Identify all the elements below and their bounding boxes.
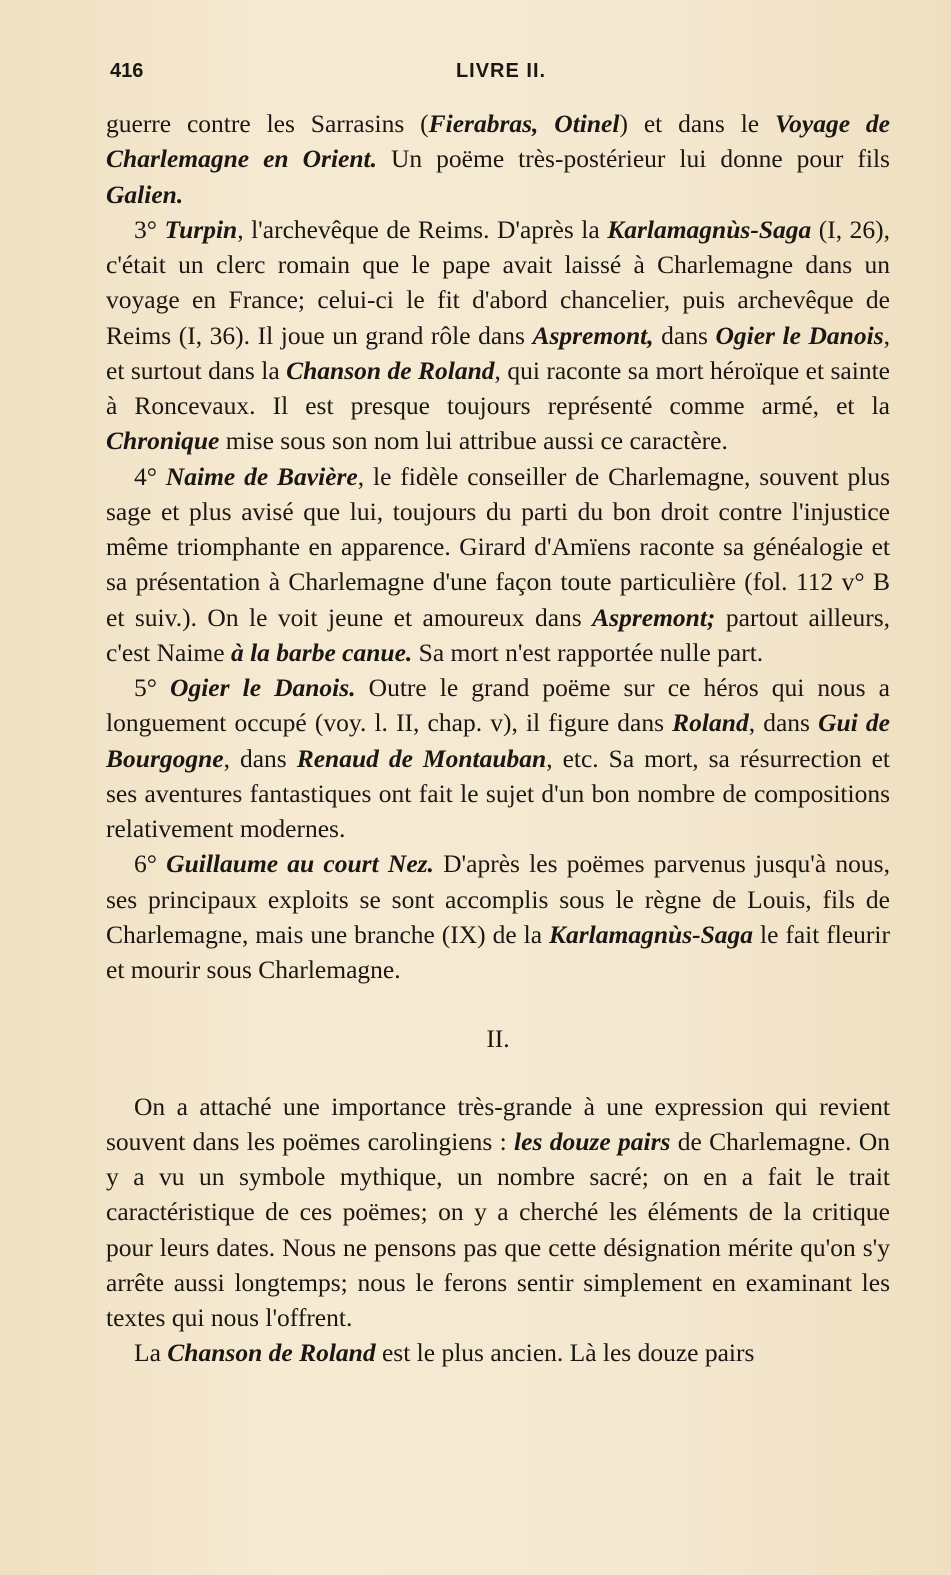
paragraphs-before-section xyxy=(106,106,890,987)
italic-title: Karlamagnùs-Saga xyxy=(607,214,812,244)
italic-title: Aspremont, xyxy=(532,320,654,350)
paragraph xyxy=(106,846,890,987)
text-run: ) et dans le xyxy=(619,109,775,138)
text-run: D'après les poëmes parvenus jusqu'à nous, ses principaux exploits se sont accomplis sous le règne de Louis, fils de Charlemagne, mais une branche (IX) de la xyxy=(106,849,890,949)
text-run: , etc. Sa mort, sa résurrection et ses aventures fantastiques ont fait le sujet d'un bon nombre de compositions relativement modernes. xyxy=(106,743,890,843)
text-run: La xyxy=(134,1338,168,1368)
italic-title: Fierabras, Otinel xyxy=(428,109,620,138)
running-head: LIVRE II. xyxy=(455,60,547,82)
italic-title: les douze pairs xyxy=(514,1126,671,1156)
text-run: de Charlemagne. On y a vu un symbole mythique, un nombre sacré; on en a fait le trait caractéristique de ces poëmes; on y a cherché les éléments de la critique pour leurs dates. Nous ne pensons pas que cette désignation mérite qu'on s'y arrête aussi longtemps; nous le ferons sentir simplement en examinant les textes qui nous l'offrent. xyxy=(106,1126,890,1332)
page-body xyxy=(106,106,890,1371)
paragraph xyxy=(106,1335,890,1370)
italic-title: Renaud de Montauban xyxy=(296,743,547,773)
text-run: dans xyxy=(653,320,716,350)
italic-title: Naime de Bavière xyxy=(165,461,358,491)
paragraph xyxy=(106,106,890,212)
italic-title: à la barbe canue. xyxy=(230,637,413,667)
italic-title: Ogier le Danois. xyxy=(170,673,356,702)
text-run: 3° xyxy=(134,214,165,244)
italic-title: Chanson de Roland xyxy=(286,355,495,385)
text-run: Outre le grand poëme sur ce héros qui nous a longuement occupé (voy. l. II, chap. v), il figure dans xyxy=(106,673,891,738)
paragraph xyxy=(106,1089,890,1336)
text-run: , qui raconte sa mort héroïque et sainte à Roncevaux. Il est presque toujours représenté comme armé, et la xyxy=(106,355,890,420)
italic-title: Galien. xyxy=(106,179,184,209)
text-run: , dans xyxy=(748,708,819,738)
italic-title: Chanson de Roland xyxy=(167,1338,376,1368)
text-run: est le plus ancien. Là les douze pairs xyxy=(375,1338,755,1368)
text-run: 4° xyxy=(134,461,166,491)
italic-title: Aspremont; xyxy=(592,602,716,632)
text-run: , l'archevêque de Reims. D'après la xyxy=(237,214,608,244)
page-number: 416 xyxy=(110,60,144,82)
text-run: On a attaché une importance très-grande à une expression qui revient souvent dans les poëmes carolingiens : xyxy=(106,1091,890,1156)
page-header xyxy=(110,60,892,94)
italic-title: Guillaume au court Nez. xyxy=(166,849,434,879)
italic-title: Karlamagnùs-Saga xyxy=(548,919,754,949)
italic-title: Gui de Bourgogne xyxy=(106,708,890,773)
text-run: 5° xyxy=(134,673,171,702)
italic-title: Turpin xyxy=(164,214,238,244)
paragraph xyxy=(106,212,890,459)
paragraph xyxy=(106,459,890,671)
text-run: (I, 26), c'était un clerc romain que le pape avait laissé à Charlemagne dans un voyage en France; celui-ci le fit d'abord chancelier, puis archevêque de Reims (I, 36). Il joue un grand rôle dans xyxy=(106,214,890,350)
section-heading: II. xyxy=(486,1024,510,1054)
text-run: , et surtout dans la xyxy=(106,320,890,385)
text-run: le fait fleurir et mourir sous Charlemagne. xyxy=(106,919,890,984)
text-run: mise sous son nom lui attribue aussi ce caractère. xyxy=(219,426,728,456)
paragraph xyxy=(106,670,890,846)
paragraphs-after-section xyxy=(106,1089,890,1371)
italic-title: Voyage de Charlemagne en Orient. xyxy=(106,109,890,174)
italic-title: Roland xyxy=(672,708,749,738)
text-run: 6° xyxy=(134,849,167,879)
text-run: guerre contre les Sarrasins ( xyxy=(106,109,429,138)
italic-title: Chronique xyxy=(106,426,220,456)
text-run: , dans xyxy=(223,743,297,773)
text-run: , le fidèle conseiller de Charlemagne, souvent plus sage et plus avisé que lui, toujours du parti du bon droit contre l'injustice même triomphante en apparence. Girard d'Amïens raconte sa généalogie et sa présentation à Charlemagne d'une façon toute particulière (fol. 112 v° B et suiv.). On le voit jeune et amoureux dans xyxy=(106,461,891,632)
text-run: partout ailleurs, c'est Naime xyxy=(106,602,890,667)
italic-title: Ogier le Danois xyxy=(715,320,884,350)
text-run: Un poëme très-postérieur lui donne pour fils xyxy=(377,144,890,174)
text-run: Sa mort n'est rapportée nulle part. xyxy=(412,637,764,667)
